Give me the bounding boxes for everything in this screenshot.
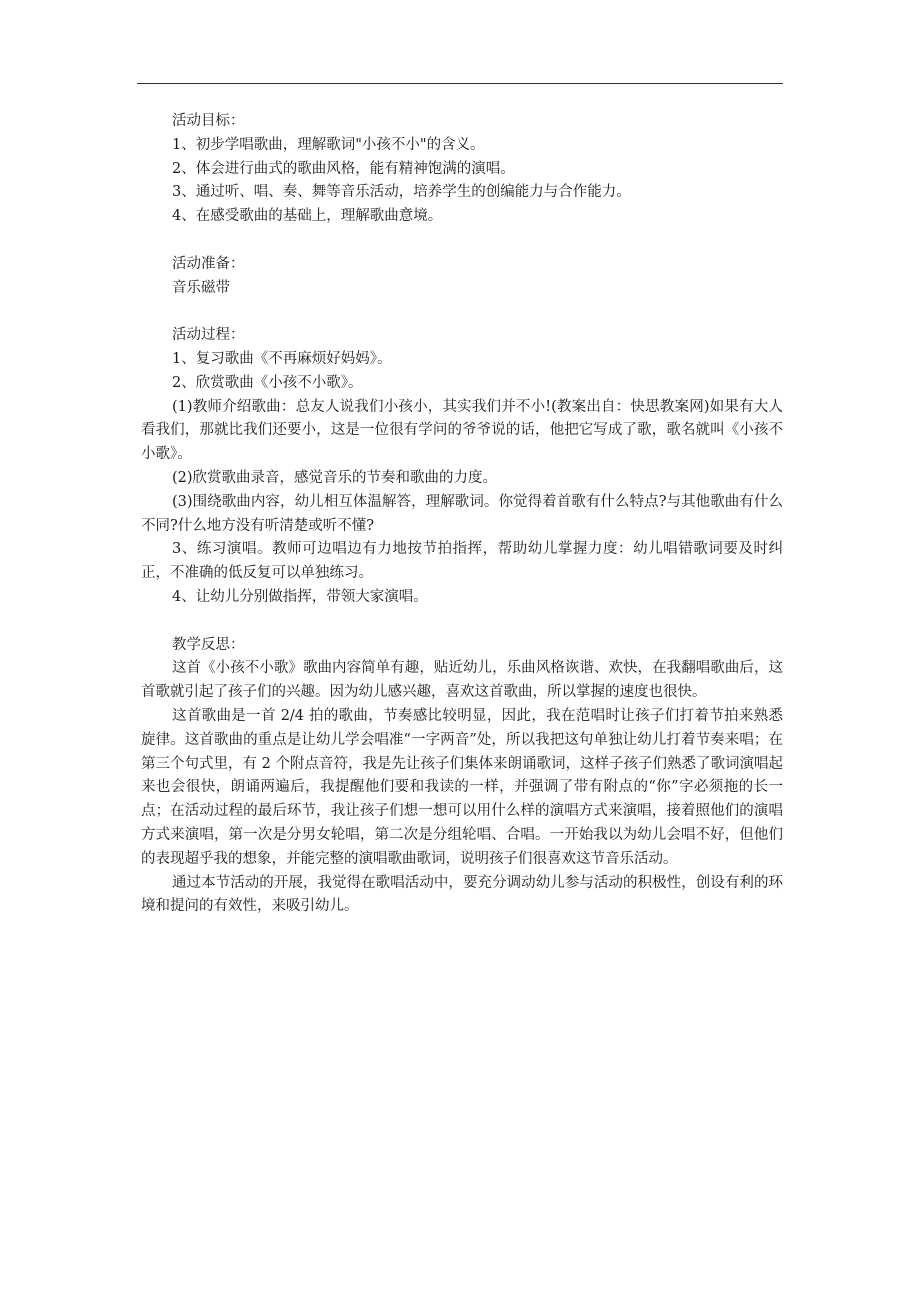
reflection-section — [141, 634, 787, 920]
process-step-4: 4、让幼儿分别做指挥，带领大家演唱。 — [172, 588, 428, 605]
process-substep-1: (1)教师介绍歌曲：总友人说我们小孩小，其实我们并不小!(教案出自：快思教案网)如果有大人看我们，那就比我们还要小，这是一位很有学问的爷爷说的话，他把它写成了歌，歌名就叫《小孩不小歌》。 — [141, 398, 783, 463]
preparation-heading: 活动准备： — [172, 255, 245, 272]
goal-item: 1、初步学唱歌曲，理解歌词"小孩不小"的含义。 — [172, 136, 485, 153]
preparation-section — [141, 253, 787, 301]
preparation-item: 音乐磁带 — [172, 279, 230, 296]
process-substep-3: (3)围绕歌曲内容，幼儿相互体温解答，理解歌词。你觉得着首歌有什么特点?与其他歌曲有什么不同?什么地方没有听清楚或听不懂? — [141, 493, 783, 534]
reflection-paragraph-1: 这首《小孩不小歌》歌曲内容简单有趣，贴近幼儿，乐曲风格诙谐、欢快，在我翻唱歌曲后，这首歌就引起了孩子们的兴趣。因为幼儿感兴趣，喜欢这首歌曲，所以掌握的速度也很快。 — [141, 660, 783, 701]
reflection-paragraph-2: 这首歌曲是一首 2/4 拍的歌曲，节奏感比较明显，因此，我在范唱时让孩子们打着节拍来熟悉旋律。这首歌曲的重点是让幼儿学会唱准“一字两音”处，所以我把这句单独让幼儿打着节奏来唱；在第三个句式里，有 2 个附点音符，我是先让孩子们集体来朗诵歌词，这样子孩子们熟悉了歌词演唱起来也会很快，朗诵两遍后，我提醒他们要和我读的一样，并强调了带有附点的“你”字必须拖的长一点；在活动过程的最后环节，我让孩子们想一想可以用什么样的演唱方式来演唱，接着照他们的演唱方式来演唱，第一次是分男女轮唱，第二次是分组轮唱、合唱。一开始我以为幼儿会唱不好，但他们的表现超乎我的想象，并能完整的演唱歌曲歌词，说明孩子们很喜欢这节音乐活动。 — [141, 707, 783, 867]
process-heading: 活动过程： — [172, 327, 245, 344]
document-body — [141, 110, 787, 943]
goal-item: 3、通过听、唱、奏、舞等音乐活动，培养学生的创编能力与合作能力。 — [172, 184, 631, 201]
goals-heading: 活动目标： — [172, 113, 245, 129]
goal-item: 2、体会进行曲式的歌曲风格，能有精神饱满的演唱。 — [172, 160, 515, 177]
process-step-3: 3、练习演唱。教师可边唱边有力地按节拍指挥，帮助幼儿掌握力度：幼儿唱错歌词要及时纠正，不准确的低反复可以单独练习。 — [141, 541, 783, 582]
process-step-1: 1、复习歌曲《不再麻烦好妈妈》。 — [172, 350, 392, 367]
process-substep-2: (2)欣赏歌曲录音，感觉音乐的节奏和歌曲的力度。 — [172, 469, 498, 486]
goal-item: 4、在感受歌曲的基础上，理解歌曲意境。 — [172, 208, 443, 225]
goals-section — [141, 110, 787, 229]
process-step-2: 2、欣赏歌曲《小孩不小歌》。 — [172, 374, 363, 391]
process-section — [141, 324, 787, 610]
reflection-heading: 教学反思： — [172, 636, 245, 653]
header-rule — [137, 83, 783, 84]
reflection-paragraph-3: 通过本节活动的开展，我觉得在歌唱活动中，要充分调动幼儿参与活动的积极性，创设有利的环境和提问的有效性，来吸引幼儿。 — [141, 874, 783, 915]
